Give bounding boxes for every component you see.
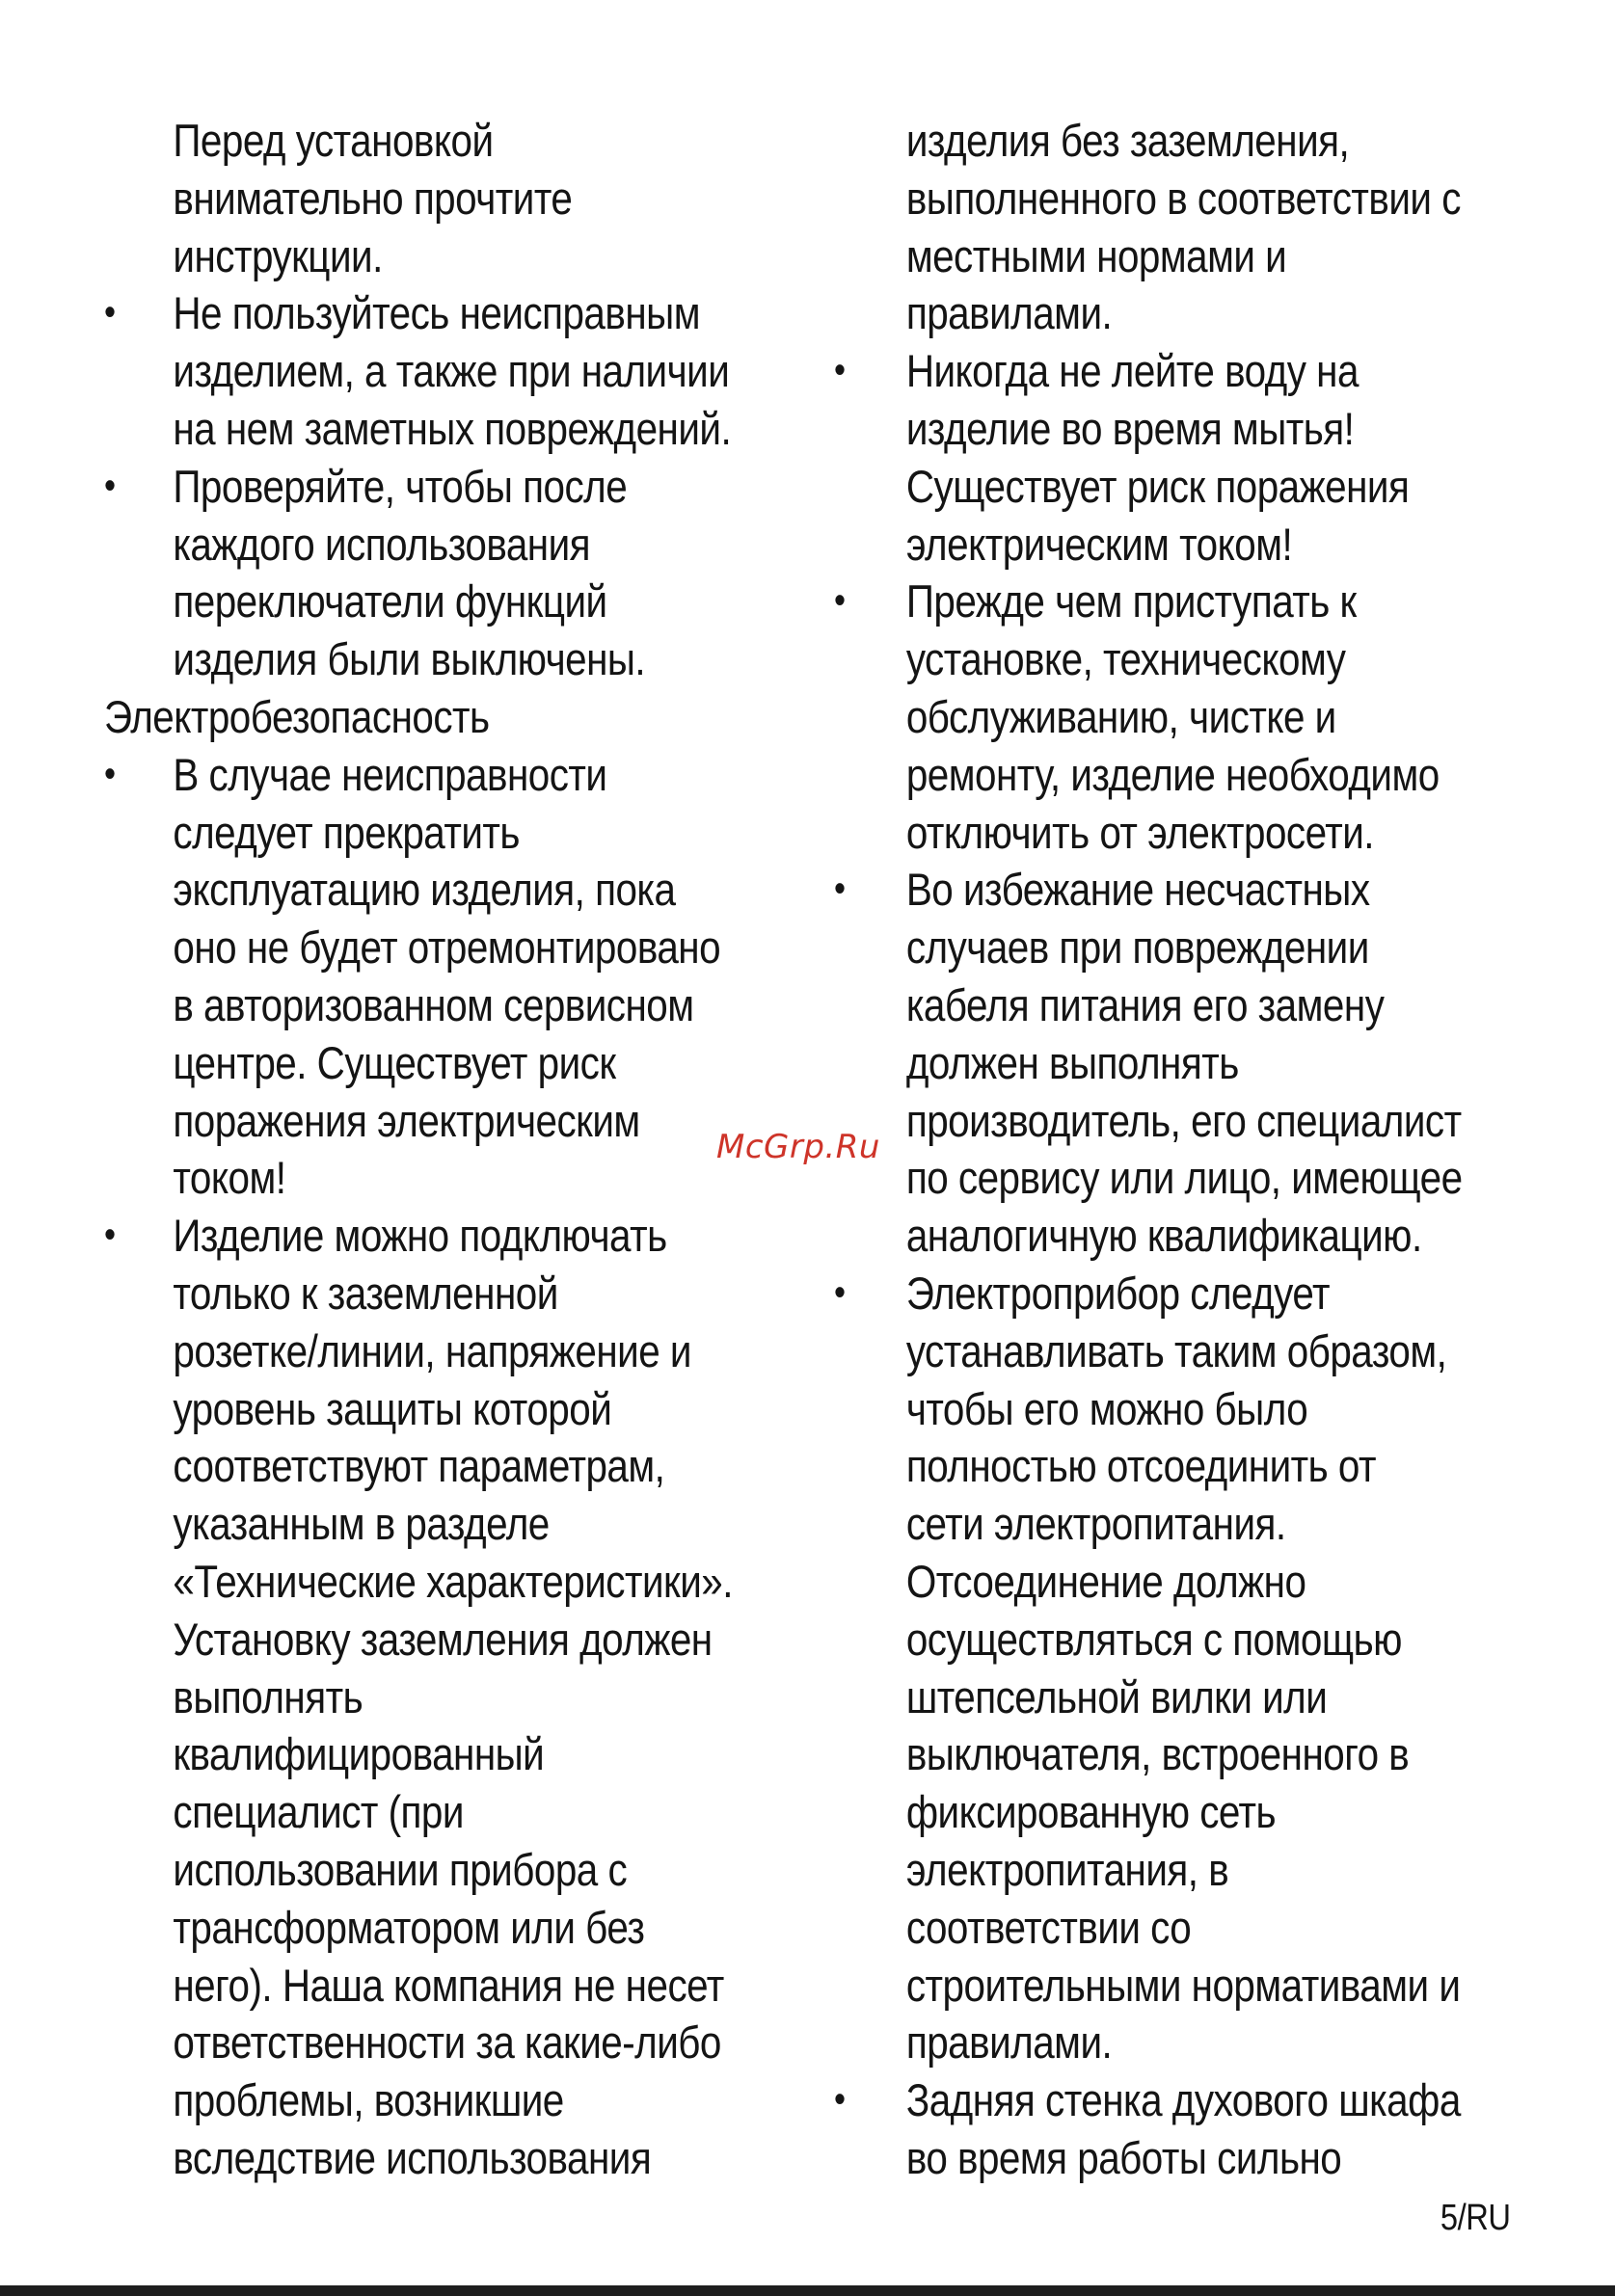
text-line (104, 2014, 721, 2071)
text-line (834, 516, 1431, 574)
text-line (104, 112, 717, 170)
line-text: изделия без заземления, (905, 115, 1350, 166)
line-text: правилами. (905, 2016, 1113, 2069)
line-text: каждого использования (173, 518, 591, 570)
text-line (834, 284, 1431, 342)
line-text: вследствие использования (173, 2131, 652, 2183)
line-text: током! (173, 1152, 286, 1204)
text-line (834, 2014, 1431, 2071)
line-text: переключатели функций (173, 575, 607, 627)
text-line (104, 1783, 717, 1841)
text-line (104, 1841, 717, 1899)
line-text: Не пользуйтесь неисправным (173, 287, 700, 339)
text-line (104, 861, 717, 919)
bullet-marker: • (104, 291, 116, 334)
text-line (834, 688, 1431, 746)
text-line (104, 1725, 717, 1783)
line-text: должен выполнять (905, 1036, 1239, 1088)
line-text: эксплуатацию изделия, пока (173, 864, 676, 916)
line-text: установке, техническому (905, 633, 1346, 685)
line-text: местными нормами и (905, 229, 1287, 281)
line-text: осуществляться с помощью (905, 1613, 1402, 1665)
bullet-marker: • (104, 464, 116, 507)
text-line (104, 630, 717, 688)
text-line (104, 516, 717, 574)
text-line (834, 1322, 1447, 1380)
line-text: штепсельной вилки или (905, 1670, 1328, 1722)
line-text: оно не будет отремонтировано (173, 921, 721, 974)
line-text: выполнять (173, 1670, 363, 1722)
line-text: розетке/линии, напряжение и (173, 1324, 691, 1376)
text-line (104, 1034, 717, 1092)
bullet-line (834, 1265, 1431, 1322)
text-line (834, 919, 1431, 976)
bullet-marker: • (834, 868, 846, 911)
line-text: уровень защиты которой (173, 1382, 612, 1434)
line-text: выполненного в соответствии с (905, 172, 1461, 224)
text-line (834, 1841, 1431, 1899)
text-line (104, 1957, 724, 2015)
line-text: Существует риск поражения (905, 460, 1410, 512)
text-line (104, 170, 717, 227)
line-text: фиксированную сеть (905, 1786, 1277, 1838)
text-line (104, 2129, 717, 2187)
line-text: строительными нормативами и (905, 1959, 1461, 2011)
text-line (834, 2129, 1431, 2187)
line-text: Никогда не лейте воду на (905, 345, 1359, 397)
bullet-line (834, 573, 1431, 630)
bullet-line (104, 746, 717, 804)
page-number: 5/RU (1440, 2198, 1511, 2238)
bullet-line (834, 861, 1431, 919)
text-line (104, 1149, 717, 1207)
line-text: ремонту, изделие необходимо (905, 748, 1440, 800)
line-text: трансформатором или без (173, 1901, 645, 1953)
line-text: правилами. (905, 287, 1113, 339)
right-column-text (834, 112, 1463, 2187)
text-line (104, 1899, 717, 1957)
line-text: случаев при повреждении (905, 921, 1369, 974)
left-column (104, 112, 818, 2187)
line-text: Во избежание несчастных (905, 864, 1370, 916)
line-text: кабеля питания его замену (905, 978, 1385, 1030)
line-text: выключателя, встроенного в (905, 1728, 1410, 1780)
text-line (834, 804, 1431, 862)
line-text: Прежде чем приступать к (905, 575, 1357, 627)
text-line (104, 227, 717, 285)
text-line (834, 170, 1461, 227)
line-text: аналогичную квалификацию. (905, 1210, 1422, 1262)
line-text: проблемы, возникшие (173, 2074, 564, 2126)
text-line (104, 1553, 733, 1611)
line-text: ответственности за какие-либо (173, 2016, 721, 2069)
line-text: только к заземленной (173, 1267, 558, 1319)
left-column-text (104, 112, 733, 2187)
text-line (834, 400, 1431, 458)
line-text: изделием, а также при наличии (173, 345, 730, 397)
text-line (104, 1611, 717, 1669)
line-text: внимательно прочтите (173, 172, 573, 224)
text-line (104, 688, 717, 746)
line-text: производитель, его специалист (905, 1094, 1462, 1146)
line-text: электрическим током! (905, 518, 1293, 570)
text-line (834, 1495, 1431, 1553)
text-line (834, 1957, 1461, 2015)
text-line (834, 1207, 1431, 1265)
line-text: В случае неисправности (173, 748, 607, 800)
bullet-marker: • (834, 1270, 846, 1314)
text-line (834, 1725, 1431, 1783)
bullet-line (834, 2071, 1461, 2129)
line-text: изделие во время мытья! (905, 402, 1355, 454)
bottom-rule (0, 2285, 1615, 2296)
text-line (104, 976, 717, 1034)
line-text: по сервису или лицо, имеющее (905, 1152, 1463, 1204)
bullet-marker: • (834, 349, 846, 392)
text-line (104, 919, 721, 976)
watermark: McGrp.Ru (716, 1128, 880, 1166)
line-text: обслуживанию, чистке и (905, 690, 1336, 742)
text-line (104, 1092, 717, 1150)
line-text: Отсоединение должно (905, 1555, 1306, 1607)
text-line (834, 227, 1431, 285)
line-text: во время работы сильно (905, 2131, 1342, 2183)
text-line (834, 1553, 1431, 1611)
text-line (834, 1437, 1431, 1495)
bullet-line (834, 342, 1431, 400)
text-line (834, 630, 1431, 688)
bullet-marker: • (104, 752, 116, 795)
text-line (834, 1149, 1463, 1207)
line-text: него). Наша компания не несет (173, 1959, 724, 2011)
line-text: чтобы его можно было (905, 1382, 1308, 1434)
line-text: на нем заметных повреждений. (173, 402, 732, 454)
bullet-line (104, 1207, 717, 1265)
line-text: использовании прибора с (173, 1843, 628, 1895)
text-line (834, 1611, 1431, 1669)
text-line (104, 804, 717, 862)
text-line (104, 573, 717, 630)
line-text: сети электропитания. (905, 1498, 1286, 1550)
text-line (834, 1783, 1431, 1841)
line-text: центре. Существует риск (173, 1036, 616, 1088)
text-line (834, 112, 1431, 170)
line-text: инструкции. (173, 229, 383, 281)
line-text: Проверяйте, чтобы после (173, 460, 628, 512)
text-line (834, 1899, 1431, 1957)
line-text: Перед установкой (173, 115, 494, 166)
line-text: Установку заземления должен (173, 1613, 713, 1665)
text-line (834, 976, 1431, 1034)
text-line (104, 1437, 717, 1495)
bullet-line (104, 458, 717, 516)
line-text: устанавливать таким образом, (905, 1324, 1447, 1376)
line-text: соответствии со (905, 1901, 1192, 1953)
line-text: изделия были выключены. (173, 633, 646, 685)
text-line (104, 1495, 717, 1553)
text-line (104, 1322, 717, 1380)
text-line (834, 1092, 1462, 1150)
text-line (834, 1669, 1431, 1726)
bullet-marker: • (834, 2078, 846, 2122)
text-line (834, 746, 1440, 804)
line-text: в авторизованном сервисном (173, 978, 694, 1030)
text-line (104, 1265, 717, 1322)
line-text: Электроприбор следует (905, 1267, 1331, 1319)
text-line (834, 458, 1431, 516)
line-text: следует прекратить (173, 806, 520, 858)
text-line (834, 1380, 1431, 1438)
bullet-marker: • (834, 579, 846, 623)
line-text: поражения электрическим (173, 1094, 640, 1146)
bullet-marker: • (104, 1214, 116, 1257)
text-line (834, 1034, 1431, 1092)
line-text: квалифицированный (173, 1728, 545, 1780)
right-column (834, 112, 1528, 2187)
text-line (104, 1669, 717, 1726)
line-text: полностью отсоединить от (905, 1440, 1376, 1492)
line-text: Электробезопасность (104, 690, 490, 742)
bullet-line (104, 284, 717, 342)
line-text: электропитания, в (905, 1843, 1229, 1895)
line-text: указанным в разделе (173, 1498, 550, 1550)
line-text: специалист (при (173, 1786, 464, 1838)
line-text: Изделие можно подключать (173, 1210, 667, 1262)
text-line (104, 342, 730, 400)
line-text: Задняя стенка духового шкафа (905, 2074, 1461, 2126)
line-text: соответствуют параметрам, (173, 1440, 665, 1492)
line-text: отключить от электросети. (905, 806, 1375, 858)
text-line (104, 1380, 717, 1438)
text-line (104, 2071, 717, 2129)
text-line (104, 400, 732, 458)
line-text: «Технические характеристики». (173, 1555, 733, 1607)
